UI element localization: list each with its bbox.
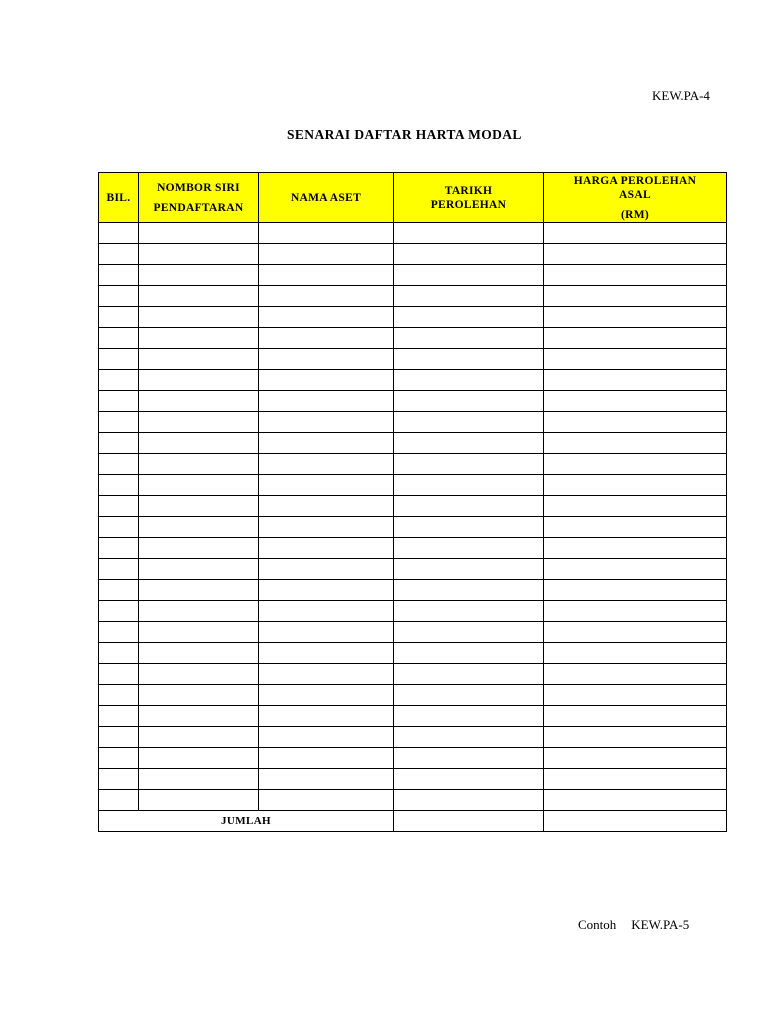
- nombor-siri-cell[interactable]: [139, 475, 259, 496]
- table-row: [99, 412, 727, 433]
- harga-cell[interactable]: [544, 265, 727, 286]
- bil-cell[interactable]: [99, 496, 139, 517]
- table-row: [99, 790, 727, 811]
- tarikh-cell[interactable]: [394, 328, 544, 349]
- bil-cell[interactable]: [99, 328, 139, 349]
- nama-aset-cell[interactable]: [259, 391, 394, 412]
- header-tarikh-line2: PEROLEHAN: [430, 198, 507, 211]
- header-harga-line2: ASAL: [619, 188, 651, 201]
- table-row: [99, 769, 727, 790]
- bil-cell[interactable]: [99, 265, 139, 286]
- table-row: [99, 223, 727, 244]
- tarikh-cell[interactable]: [394, 517, 544, 538]
- nombor-siri-cell[interactable]: [139, 244, 259, 265]
- nombor-siri-cell[interactable]: [139, 370, 259, 391]
- nama-aset-cell[interactable]: [259, 664, 394, 685]
- nombor-siri-cell[interactable]: [139, 433, 259, 454]
- nombor-siri-cell[interactable]: [139, 664, 259, 685]
- nombor-siri-cell[interactable]: [139, 748, 259, 769]
- nama-aset-cell[interactable]: [259, 349, 394, 370]
- table-row: [99, 727, 727, 748]
- bil-cell[interactable]: [99, 223, 139, 244]
- tarikh-cell[interactable]: [394, 370, 544, 391]
- table-row: [99, 685, 727, 706]
- harga-cell[interactable]: [544, 706, 727, 727]
- bil-cell[interactable]: [99, 559, 139, 580]
- bil-cell[interactable]: [99, 349, 139, 370]
- harga-cell[interactable]: [544, 580, 727, 601]
- nombor-siri-cell[interactable]: [139, 328, 259, 349]
- table-row: [99, 475, 727, 496]
- header-nombor-siri-line2: PENDAFTARAN: [153, 201, 244, 214]
- table-header-row: [99, 173, 727, 223]
- bil-cell[interactable]: [99, 622, 139, 643]
- tarikh-cell[interactable]: [394, 412, 544, 433]
- harga-cell[interactable]: [544, 790, 727, 811]
- nombor-siri-cell[interactable]: [139, 643, 259, 664]
- nama-aset-cell[interactable]: [259, 517, 394, 538]
- nama-aset-cell[interactable]: [259, 580, 394, 601]
- header-tarikh-line1: TARIKH: [444, 184, 493, 197]
- table-row: [99, 286, 727, 307]
- tarikh-cell[interactable]: [394, 223, 544, 244]
- nombor-siri-cell[interactable]: [139, 727, 259, 748]
- bil-cell[interactable]: [99, 454, 139, 475]
- bil-cell[interactable]: [99, 286, 139, 307]
- tarikh-cell[interactable]: [394, 790, 544, 811]
- bil-cell[interactable]: [99, 391, 139, 412]
- harga-cell[interactable]: [544, 538, 727, 559]
- table-row: [99, 349, 727, 370]
- nombor-siri-cell[interactable]: [139, 706, 259, 727]
- nombor-siri-cell[interactable]: [139, 601, 259, 622]
- nombor-siri-cell[interactable]: [139, 622, 259, 643]
- example-label: Contoh: [578, 917, 617, 932]
- nama-aset-cell[interactable]: [259, 244, 394, 265]
- table-row: [99, 433, 727, 454]
- tarikh-cell[interactable]: [394, 244, 544, 265]
- total-label: JUMLAH: [99, 811, 394, 832]
- header-nama-aset: NAMA ASET: [259, 173, 394, 223]
- table-row: [99, 244, 727, 265]
- harga-cell[interactable]: [544, 685, 727, 706]
- bil-cell[interactable]: [99, 307, 139, 328]
- tarikh-cell[interactable]: [394, 286, 544, 307]
- tarikh-cell[interactable]: [394, 664, 544, 685]
- footer-reference: [578, 917, 689, 933]
- nombor-siri-cell[interactable]: [139, 559, 259, 580]
- nombor-siri-cell[interactable]: [139, 580, 259, 601]
- harga-cell[interactable]: [544, 496, 727, 517]
- harga-cell[interactable]: [544, 244, 727, 265]
- tarikh-cell[interactable]: [394, 580, 544, 601]
- bil-cell[interactable]: [99, 601, 139, 622]
- table-body: [99, 223, 727, 811]
- nama-aset-cell[interactable]: [259, 601, 394, 622]
- nombor-siri-cell[interactable]: [139, 454, 259, 475]
- table-row: [99, 622, 727, 643]
- bil-cell[interactable]: [99, 475, 139, 496]
- bil-cell[interactable]: [99, 748, 139, 769]
- nama-aset-cell[interactable]: [259, 307, 394, 328]
- table-row: [99, 328, 727, 349]
- bil-cell[interactable]: [99, 685, 139, 706]
- tarikh-cell[interactable]: [394, 748, 544, 769]
- table-row: [99, 454, 727, 475]
- harga-cell[interactable]: [544, 769, 727, 790]
- nama-aset-cell[interactable]: [259, 328, 394, 349]
- nombor-siri-cell[interactable]: [139, 349, 259, 370]
- tarikh-cell[interactable]: [394, 706, 544, 727]
- tarikh-cell[interactable]: [394, 496, 544, 517]
- bil-cell[interactable]: [99, 412, 139, 433]
- tarikh-cell[interactable]: [394, 769, 544, 790]
- nama-aset-cell[interactable]: [259, 769, 394, 790]
- bil-cell[interactable]: [99, 727, 139, 748]
- tarikh-cell[interactable]: [394, 622, 544, 643]
- header-nombor-siri: [139, 173, 259, 223]
- nombor-siri-cell[interactable]: [139, 790, 259, 811]
- tarikh-cell[interactable]: [394, 538, 544, 559]
- nombor-siri-cell[interactable]: [139, 412, 259, 433]
- nama-aset-cell[interactable]: [259, 433, 394, 454]
- asset-register-table: [98, 172, 727, 832]
- bil-cell[interactable]: [99, 244, 139, 265]
- nama-aset-cell[interactable]: [259, 685, 394, 706]
- bil-cell[interactable]: [99, 370, 139, 391]
- harga-cell[interactable]: [544, 412, 727, 433]
- bil-cell[interactable]: [99, 706, 139, 727]
- tarikh-cell[interactable]: [394, 349, 544, 370]
- nombor-siri-cell[interactable]: [139, 223, 259, 244]
- tarikh-cell[interactable]: [394, 475, 544, 496]
- table-row: [99, 265, 727, 286]
- tarikh-cell[interactable]: [394, 307, 544, 328]
- table-row: [99, 748, 727, 769]
- header-harga-line1: HARGA PEROLEHAN: [573, 174, 697, 187]
- tarikh-cell[interactable]: [394, 454, 544, 475]
- table-row: [99, 370, 727, 391]
- bil-cell[interactable]: [99, 664, 139, 685]
- form-code: KEW.PA-4: [652, 88, 710, 103]
- bil-cell[interactable]: [99, 790, 139, 811]
- nama-aset-cell[interactable]: [259, 412, 394, 433]
- harga-cell[interactable]: [544, 286, 727, 307]
- bil-cell[interactable]: [99, 538, 139, 559]
- page-title-text: SENARAI DAFTAR HARTA MODAL: [287, 127, 522, 142]
- nombor-siri-cell[interactable]: [139, 286, 259, 307]
- table-row: [99, 601, 727, 622]
- header-bil: BIL.: [99, 173, 139, 223]
- harga-cell[interactable]: [544, 307, 727, 328]
- table-row: [99, 664, 727, 685]
- tarikh-cell[interactable]: [394, 643, 544, 664]
- table-row: [99, 538, 727, 559]
- harga-cell[interactable]: [544, 391, 727, 412]
- nama-aset-cell[interactable]: [259, 622, 394, 643]
- table-row: [99, 391, 727, 412]
- table-row: [99, 559, 727, 580]
- header-harga-perolehan: [544, 173, 727, 223]
- bil-cell[interactable]: [99, 433, 139, 454]
- nama-aset-cell[interactable]: [259, 265, 394, 286]
- harga-cell[interactable]: [544, 223, 727, 244]
- bil-cell[interactable]: [99, 517, 139, 538]
- tarikh-cell[interactable]: [394, 601, 544, 622]
- nama-aset-cell[interactable]: [259, 370, 394, 391]
- tarikh-cell[interactable]: [394, 265, 544, 286]
- nama-aset-cell[interactable]: [259, 643, 394, 664]
- nama-aset-cell[interactable]: [259, 475, 394, 496]
- bil-cell[interactable]: [99, 769, 139, 790]
- nama-aset-cell[interactable]: [259, 727, 394, 748]
- nombor-siri-cell[interactable]: [139, 517, 259, 538]
- harga-cell[interactable]: [544, 622, 727, 643]
- nama-aset-cell[interactable]: [259, 223, 394, 244]
- harga-cell[interactable]: [544, 433, 727, 454]
- harga-cell[interactable]: [544, 349, 727, 370]
- next-form-code: KEW.PA-5: [631, 917, 690, 932]
- tarikh-cell[interactable]: [394, 559, 544, 580]
- harga-cell[interactable]: [544, 454, 727, 475]
- harga-cell[interactable]: [544, 664, 727, 685]
- table-row: [99, 706, 727, 727]
- nama-aset-cell[interactable]: [259, 706, 394, 727]
- bil-cell[interactable]: [99, 580, 139, 601]
- tarikh-cell[interactable]: [394, 685, 544, 706]
- total-tarikh-cell[interactable]: [394, 811, 544, 832]
- nombor-siri-cell[interactable]: [139, 391, 259, 412]
- harga-cell[interactable]: [544, 517, 727, 538]
- nama-aset-cell[interactable]: [259, 538, 394, 559]
- tarikh-cell[interactable]: [394, 391, 544, 412]
- harga-cell[interactable]: [544, 475, 727, 496]
- header-harga-line3: (RM): [620, 208, 650, 221]
- harga-cell[interactable]: [544, 559, 727, 580]
- nombor-siri-cell[interactable]: [139, 496, 259, 517]
- nombor-siri-cell[interactable]: [139, 265, 259, 286]
- header-tarikh-perolehan: [394, 173, 544, 223]
- nama-aset-cell[interactable]: [259, 559, 394, 580]
- table-row: [99, 496, 727, 517]
- harga-cell[interactable]: [544, 601, 727, 622]
- table-row: [99, 307, 727, 328]
- tarikh-cell[interactable]: [394, 727, 544, 748]
- nama-aset-cell[interactable]: [259, 790, 394, 811]
- harga-cell[interactable]: [544, 370, 727, 391]
- table-row: [99, 643, 727, 664]
- harga-cell[interactable]: [544, 643, 727, 664]
- header-nombor-siri-line1: NOMBOR SIRI: [157, 181, 240, 194]
- nama-aset-cell[interactable]: [259, 286, 394, 307]
- harga-cell[interactable]: [544, 748, 727, 769]
- nama-aset-cell[interactable]: [259, 454, 394, 475]
- table-row: [99, 580, 727, 601]
- table-row: [99, 517, 727, 538]
- bil-cell[interactable]: [99, 643, 139, 664]
- harga-cell[interactable]: [544, 727, 727, 748]
- nama-aset-cell[interactable]: [259, 748, 394, 769]
- nombor-siri-cell[interactable]: [139, 769, 259, 790]
- nombor-siri-cell[interactable]: [139, 538, 259, 559]
- tarikh-cell[interactable]: [394, 433, 544, 454]
- total-harga-cell[interactable]: [544, 811, 727, 832]
- nombor-siri-cell[interactable]: [139, 685, 259, 706]
- total-row: [99, 811, 727, 832]
- nama-aset-cell[interactable]: [259, 496, 394, 517]
- nombor-siri-cell[interactable]: [139, 307, 259, 328]
- harga-cell[interactable]: [544, 328, 727, 349]
